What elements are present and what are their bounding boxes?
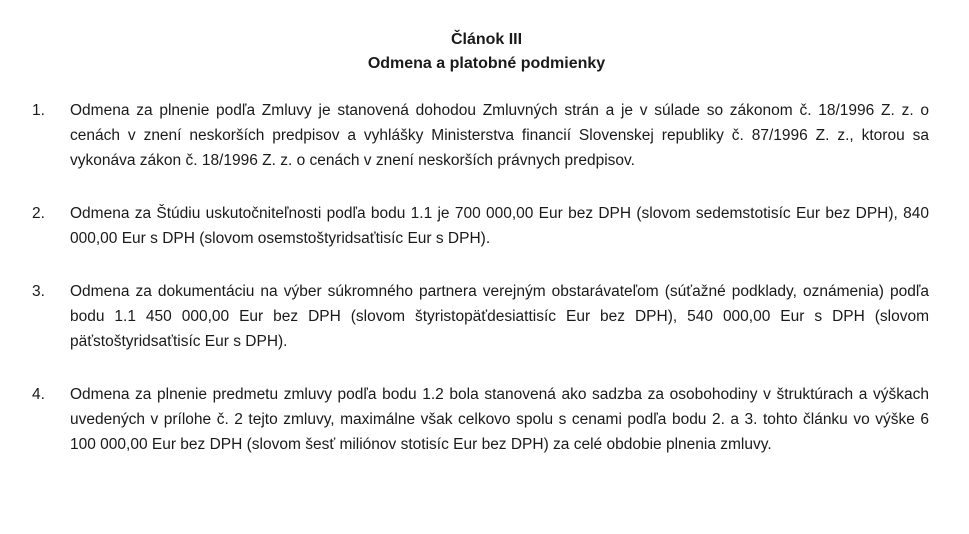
- article-heading: [44, 28, 929, 76]
- clause-number: 4.: [32, 386, 45, 403]
- clause-number: 2.: [32, 205, 45, 222]
- clause-item: [32, 201, 929, 251]
- clause-text: Odmena za plnenie podľa Zmluvy je stanovená dohodou Zmluvných strán a je v súlade so zákonom č. 18/1996 Z. z. o cenách v znení neskorších predpisov a vyhlášky Ministerstva financií Slovenskej republiky č. 87/1996 Z. z., ktorou sa vykonáva zákon č. 18/1996 Z. z. o cenách v znení neskorších právnych predpisov.: [70, 102, 929, 169]
- clause-list: [32, 98, 929, 457]
- clause-text: Odmena za Štúdiu uskutočniteľnosti podľa bodu 1.1 je 700 000,00 Eur bez DPH (slovom sedemstotisíc Eur bez DPH), 840 000,00 Eur s DPH (slovom osemstoštyridsaťtisíc Eur s DPH).: [70, 205, 929, 247]
- clause-number: 1.: [32, 102, 45, 119]
- article-title: Článok III: [450, 31, 523, 48]
- clause-item: [32, 382, 929, 457]
- clause-item: [32, 279, 929, 354]
- clause-text: Odmena za plnenie predmetu zmluvy podľa bodu 1.2 bola stanovená ako sadzba za osobohodiny v štruktúrach a výškach uvedených v prílohe č. 2 tejto zmluvy, maximálne však celkovo spolu s cenami podľa bodu 2. a 3. tohto článku vo výške 6 100 000,00 Eur bez DPH (slovom šesť miliónov stotisíc Eur bez DPH) za celé obdobie plnenia zmluvy.: [70, 386, 929, 453]
- clause-item: [32, 98, 929, 173]
- clause-text: Odmena za dokumentáciu na výber súkromného partnera verejným obstarávateľom (súťažné podklady, oznámenia) podľa bodu 1.1 450 000,00 Eur bez DPH (slovom štyristopäťdesiattisíc Eur bez DPH), 540 000,00 Eur s DPH (slovom päťstoštyridsaťtisíc Eur s DPH).: [70, 283, 929, 350]
- clause-number: 3.: [32, 283, 45, 300]
- article-subtitle: Odmena a platobné podmienky: [367, 55, 606, 72]
